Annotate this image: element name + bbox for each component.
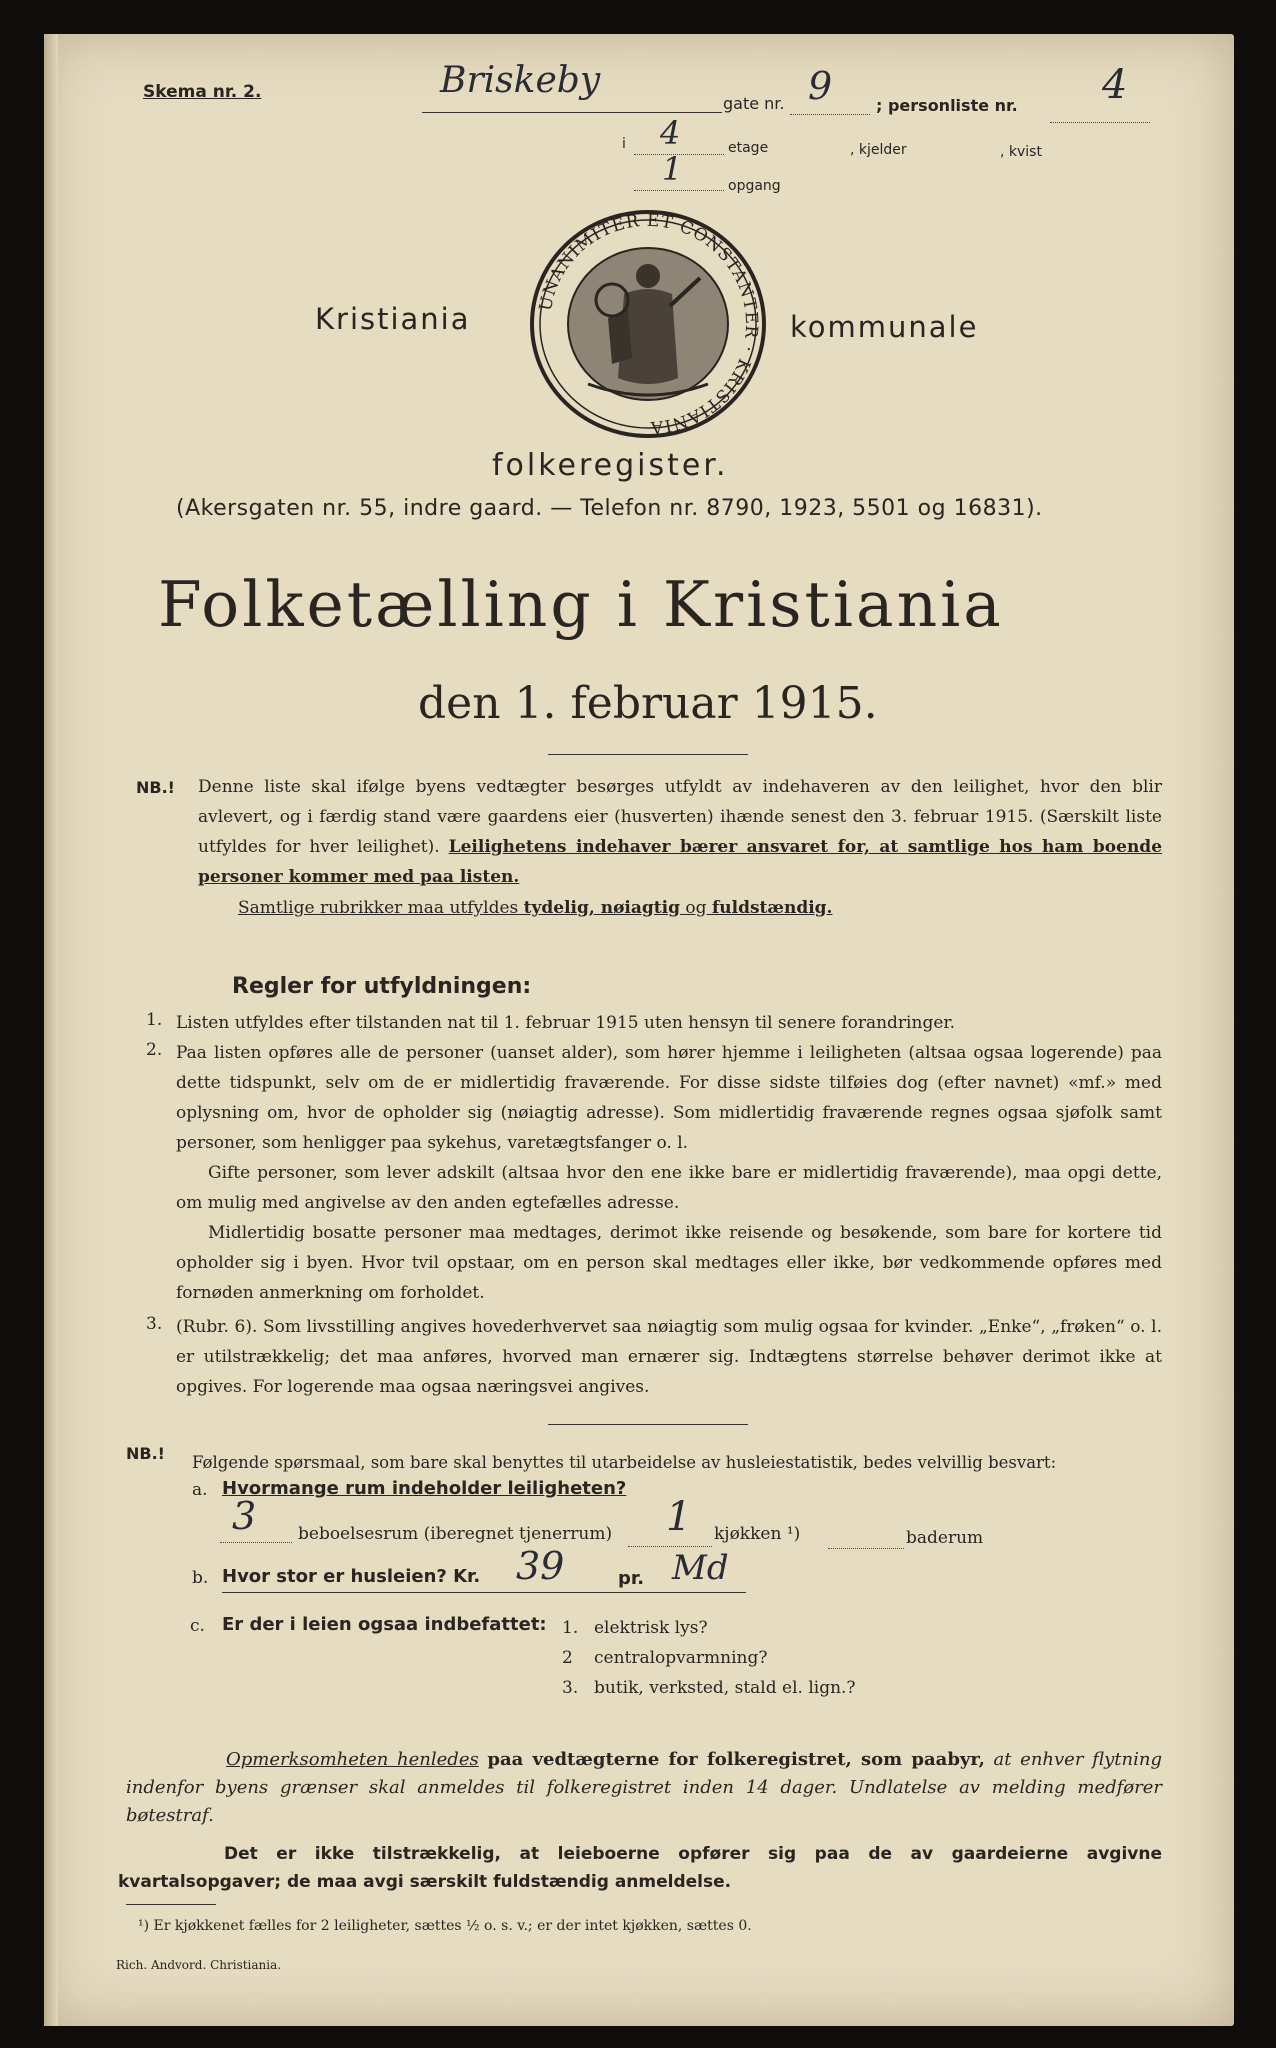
etage-value-handwritten: 4 xyxy=(660,114,681,152)
rooms-label: beboelsesrum (iberegnet tjenerrum) xyxy=(298,1524,613,1544)
rent-per-label: pr. xyxy=(618,1568,645,1589)
nb2-label: NB.! xyxy=(126,1444,165,1463)
office-right: kommunale xyxy=(790,310,979,344)
rent-line xyxy=(222,1592,746,1593)
rule-3-text: (Rubr. 6). Som livsstilling angives hovederhvervet saa nøiagtig som mulig ogsaa for kvinder. „Enke“, „frøken“ o. l. er utilstrækkelig; det maa anføres, hvorved man ernærer sig. Indtægtens størrelse behøver derimot ikke at opgives. For logerende maa ogsaa næringsvei angives. xyxy=(176,1317,1162,1397)
question-c-label: c. xyxy=(190,1616,205,1636)
notice-p1-c: at enhver flytning indenfor byens grænser skal anmeldes til folkeregistret inden 14 dager. Undlatelse av melding medfører bøtestraf. xyxy=(126,1749,1162,1826)
bath-line xyxy=(828,1548,904,1549)
document-title: Folketælling i Kristiania xyxy=(158,568,1004,641)
nb1-paragraph xyxy=(198,772,1162,892)
personliste-line xyxy=(1050,122,1150,123)
rule-3-number: 3. xyxy=(146,1314,163,1334)
printer-credit: Rich. Andvord. Christiania. xyxy=(116,1958,282,1972)
bath-label: baderum xyxy=(906,1528,984,1548)
document-date: den 1. februar 1915. xyxy=(418,678,878,729)
personliste-number-handwritten: 4 xyxy=(1102,62,1128,108)
street-line xyxy=(422,112,722,113)
seal-ring-text: UNANIMITER ET CONSTANTER · KRISTIANIA xyxy=(535,210,762,438)
nb1-line-c xyxy=(238,898,832,918)
office-address: (Akersgaten nr. 55, indre gaard. — Telefon nr. 8790, 1923, 5501 og 16831). xyxy=(176,496,1043,521)
kitchen-label: kjøkken ¹) xyxy=(714,1524,801,1544)
footnote: ¹) Er kjøkkenet fælles for 2 leiligheter, sættes ½ o. s. v.; er der intet kjøkken, sættes 0. xyxy=(138,1918,752,1934)
c-item-1-text: elektrisk lys? xyxy=(594,1618,708,1638)
rules-divider xyxy=(548,1424,748,1425)
rule-1-number: 1. xyxy=(146,1010,163,1030)
opgang-value-handwritten: 1 xyxy=(662,150,683,188)
nb1-text-c4: fuldstændig. xyxy=(711,898,833,918)
nb2-text: Følgende spørsmaal, som bare skal benyttes til utarbeidelse av husleiestatistik, bedes velvillig besvart: xyxy=(192,1453,1057,1472)
skema-number: Skema nr. 2. xyxy=(143,82,262,102)
nb1-label: NB.! xyxy=(136,778,175,797)
question-b-text: Hvor stor er husleien? Kr. xyxy=(222,1566,481,1587)
rent-amount-handwritten: 39 xyxy=(516,1544,565,1588)
c-item-3-number: 3. xyxy=(562,1678,579,1698)
kitchen-value-handwritten: 1 xyxy=(666,1494,692,1540)
title-divider xyxy=(548,754,748,755)
nb1-text-b: Leilighetens indehaver bærer ansvaret for, at samtlige hos ham boende personer kommer med paa listen. xyxy=(198,837,1163,887)
office-name: folkeregister. xyxy=(492,448,729,483)
question-c-text: Er der i leien ogsaa indbefattet: xyxy=(222,1614,547,1635)
rooms-value-handwritten: 3 xyxy=(232,1494,257,1538)
gate-label: gate nr. xyxy=(723,94,785,113)
notice-p1-a: Opmerksomheten henledes xyxy=(226,1749,479,1770)
c-item-1-number: 1. xyxy=(562,1618,579,1638)
kitchen-line xyxy=(628,1546,712,1547)
opgang-line xyxy=(634,190,724,191)
c-item-3-text: butik, verksted, stald el. lign.? xyxy=(594,1678,856,1698)
rule-2b-text: Gifte personer, som lever adskilt (altsaa hvor den ene ikke bare er midlertidig fraværende), maa opgi dette, om mulig med angivelse av den anden egtefælles adresse. xyxy=(176,1163,1162,1213)
kvist-label: , kvist xyxy=(1000,144,1042,160)
notice-paragraph-1 xyxy=(126,1746,1162,1830)
nb1-text-c2: tydelig, nøiagtig xyxy=(523,898,680,918)
etage-label: etage xyxy=(728,140,769,156)
i-label: i xyxy=(622,136,626,152)
kristiania-seal-icon xyxy=(528,208,768,440)
rule-2-text: Paa listen opføres alle de personer (uanset alder), som hører hjemme i leiligheten (altsaa ogsaa logerende) paa dette tidspunkt, selv om de er midlertidig fraværende. For disse sidste tilføies dog (efter navnet) «mf.» med oplysning om, hvor de opholder sig (nøiagtig adresse). Som midlertidig fraværende regnes ogsaa sjøfolk samt personer, som henligger paa sykehus, varetægtsfanger o. l. xyxy=(176,1043,1162,1153)
gate-number-line xyxy=(790,114,870,115)
nb1-text-a: Denne liste skal ifølge byens vedtægter besørges utfyldt av indehaveren av den leilighet, hvor den blir avlevert, og i færdig stand være gaardens eier (husverten) ihænde senest den 3. februar 1915. (Særskilt liste utfyldes for hver leilighet). xyxy=(198,777,1162,857)
question-b-label: b. xyxy=(192,1568,209,1588)
c-item-2-number: 2 xyxy=(562,1648,573,1668)
question-a-label: a. xyxy=(192,1480,208,1500)
nb1-text-c3: og xyxy=(685,898,707,918)
gate-number-handwritten: 9 xyxy=(808,64,833,108)
question-a-text: Hvormange rum indeholder leiligheten? xyxy=(222,1478,627,1499)
notice-p1-b: paa vedtægterne for folkeregistret, som paabyr, xyxy=(487,1749,985,1770)
office-left: Kristiania xyxy=(315,302,471,336)
opgang-label: opgang xyxy=(728,178,781,194)
rule-1-text: Listen utfyldes efter tilstanden nat til 1. februar 1915 uten hensyn til senere forandringer. xyxy=(176,1013,956,1033)
kjelder-label: , kjelder xyxy=(850,142,907,158)
personliste-label: ; personliste nr. xyxy=(876,96,1018,115)
rule-2c-text: Midlertidig bosatte personer maa medtages, derimot ikke reisende og besøkende, som bare for kortere tid opholder sig i byen. Hvor tvil opstaar, om en person skal medtages eller ikke, bør vedkommende opføres med fornøden anmerkning om forholdet. xyxy=(176,1223,1162,1303)
rules-heading: Regler for utfyldningen: xyxy=(232,974,532,999)
rent-period-handwritten: Md xyxy=(672,1548,729,1588)
notice-paragraph-2: Det er ikke tilstrækkelig, at leieboerne opfører sig paa de av gaardeierne avgivne kvartalsopgaver; de maa avgi særskilt fuldstændig anmeldelse. xyxy=(118,1844,1162,1892)
c-item-2-text: centralopvarmning? xyxy=(594,1648,768,1668)
rule-2-number: 2. xyxy=(146,1040,163,1060)
nb1-text-c1: Samtlige rubrikker maa utfyldes xyxy=(238,898,519,918)
rooms-line xyxy=(220,1542,292,1543)
street-name-handwritten: Briskeby xyxy=(440,60,601,101)
footnote-divider xyxy=(126,1904,216,1905)
